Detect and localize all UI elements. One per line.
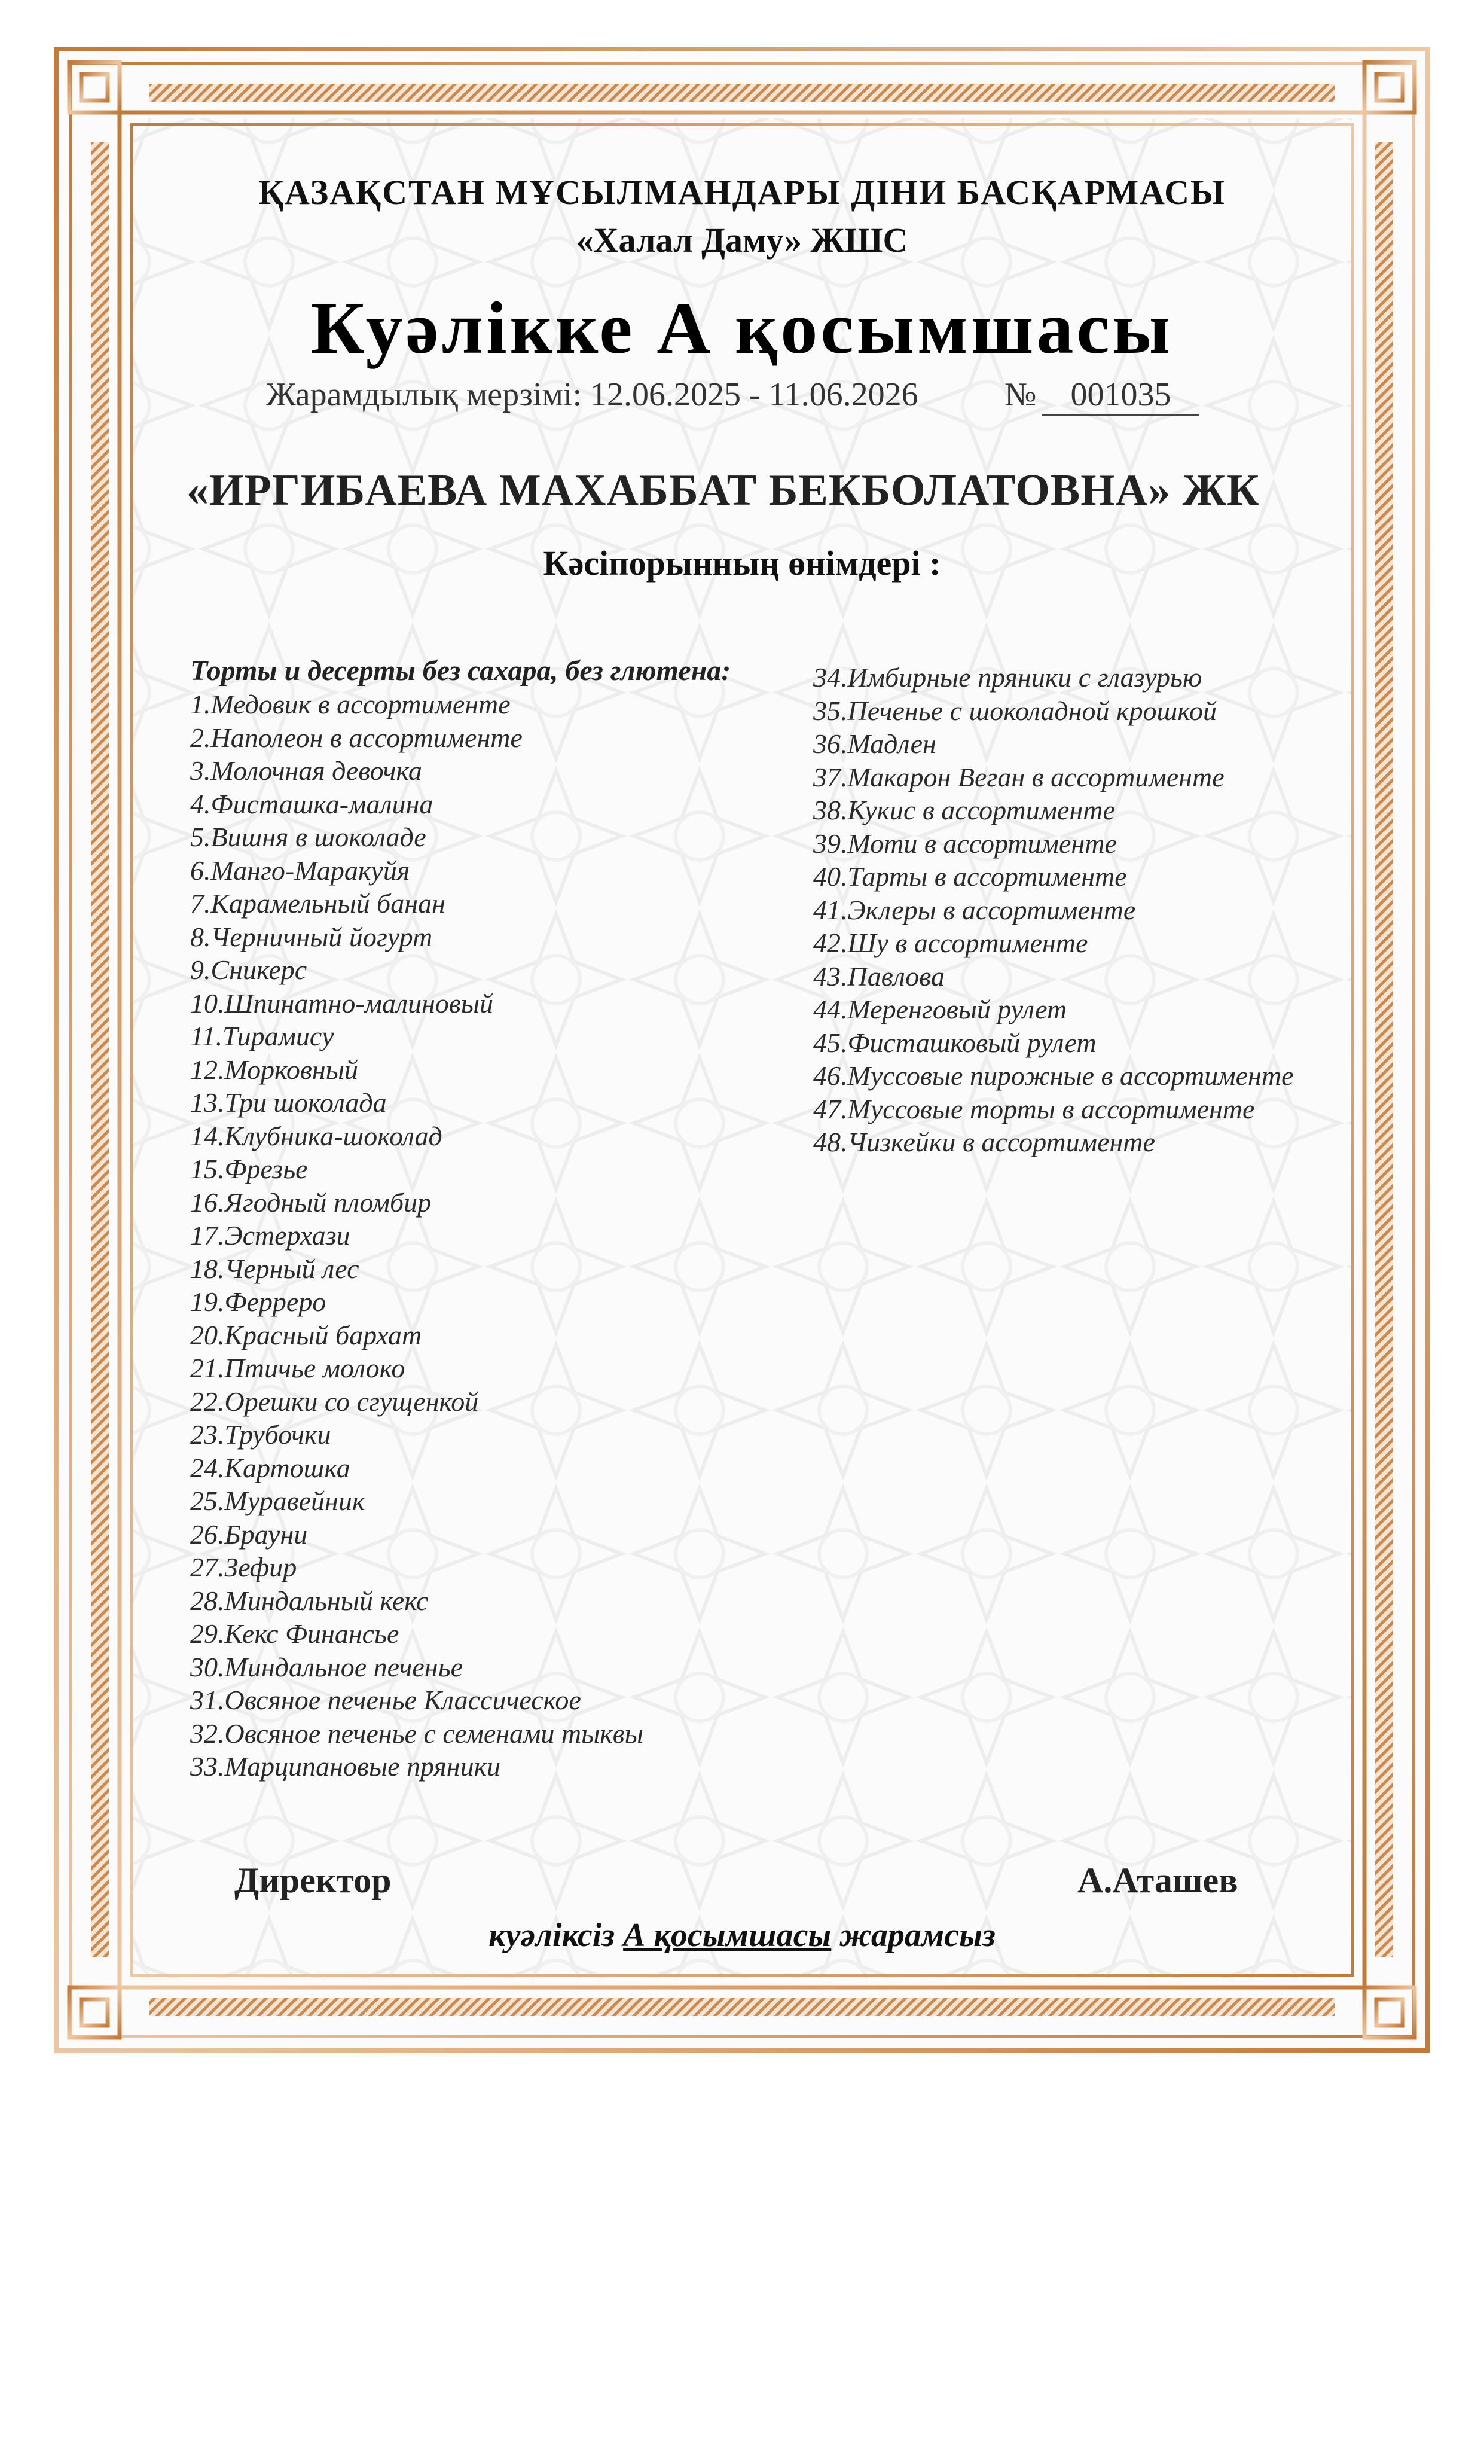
list-item: 12.Морковный — [190, 1054, 358, 1085]
list-item: 20.Красный бархат — [190, 1319, 422, 1350]
certificate — [54, 47, 1430, 2053]
list-item: 30.Миндальное печенье — [190, 1651, 463, 1682]
holder-name: «ИРГИБАЕВА МАХАББАТ БЕКБОЛАТОВНА» ЖК — [187, 466, 1260, 515]
list-item: 29.Кекс Финансье — [190, 1618, 399, 1649]
list-item: 46.Муссовые пирожные в ассортименте — [813, 1060, 1294, 1091]
list-item: 19.Ферреро — [190, 1286, 326, 1317]
list-item: 34.Имбирные пряники с глазурью — [813, 662, 1202, 693]
list-item: 13.Три шоколада — [190, 1087, 387, 1118]
note-part-3: жарамсыз — [831, 1917, 996, 1954]
list-item: 17.Эстерхази — [190, 1220, 350, 1251]
note-part-1: куәліксіз — [488, 1917, 624, 1954]
list-item: 28.Миндальный кекс — [190, 1585, 429, 1616]
list-item: 47.Муссовые торты в ассортименте — [813, 1093, 1255, 1124]
document-title: Куәлікке А қосымшасы — [310, 287, 1174, 369]
list-item: 41.Эклеры в ассортименте — [813, 894, 1136, 925]
list-item: 43.Павлова — [813, 960, 945, 992]
list-item: 8.Черничный йогурт — [190, 921, 433, 952]
list-item: 48.Чизкейки в ассортименте — [813, 1127, 1155, 1157]
list-item: 16.Ягодный пломбир — [190, 1187, 432, 1218]
number-sign: № — [1004, 376, 1037, 413]
list-item: 1.Медовик в ассортименте — [190, 689, 511, 719]
list-item: 21.Птичье молоко — [190, 1353, 405, 1383]
product-list-right — [813, 661, 1387, 1159]
validity-note — [54, 1916, 1430, 1954]
list-item: 39.Моти в ассортименте — [813, 828, 1117, 859]
list-item: 15.Фрезье — [190, 1154, 308, 1184]
list-item: 24.Картошка — [190, 1452, 350, 1483]
director-label: Директор — [234, 1861, 392, 1900]
issuer-company: «Халал Даму» ЖШС — [576, 221, 908, 260]
list-item: 45.Фисташковый рулет — [813, 1027, 1097, 1058]
list-item: 31.Овсяное печенье Классическое — [190, 1685, 581, 1715]
list-item: 26.Брауни — [190, 1518, 308, 1550]
list-item: 14.Клубника-шоколад — [190, 1120, 442, 1151]
product-category: Торты и десерты без сахара, без глютена: — [190, 655, 731, 687]
list-item: 44.Меренговый рулет — [813, 994, 1067, 1024]
list-item: 9.Сникерс — [190, 955, 307, 985]
certificate-content — [54, 47, 1430, 2053]
list-item: 27.Зефир — [190, 1552, 297, 1582]
products-heading: Кәсіпорынның өнімдері : — [543, 544, 941, 583]
product-list-left — [190, 654, 788, 1783]
list-item: 18.Черный лес — [190, 1253, 359, 1284]
list-item: 7.Карамельный банан — [190, 888, 445, 919]
list-item: 25.Муравейник — [190, 1486, 365, 1516]
list-item: 4.Фисташка-малина — [190, 788, 433, 819]
list-item: 23.Трубочки — [190, 1419, 331, 1450]
list-item: 11.Тирамису — [190, 1021, 334, 1051]
list-item: 38.Кукис в ассортименте — [813, 795, 1115, 825]
list-item: 37.Макарон Веган в ассортименте — [813, 761, 1225, 792]
list-item: 10.Шпинатно-малиновый — [190, 987, 494, 1018]
list-item: 3.Молочная девочка — [190, 755, 422, 786]
number-value: 001035 — [1042, 376, 1199, 416]
validity-period: Жарамдылық мерзімі: 12.06.2025 - 11.06.2026 — [266, 376, 918, 413]
list-item: 35.Печенье с шоколадной крошкой — [813, 695, 1217, 726]
list-item: 42.Шу в ассортименте — [813, 928, 1088, 958]
note-part-2: А қосымшасы — [623, 1917, 832, 1954]
list-item: 5.Вишня в шоколаде — [190, 822, 426, 852]
signer-name: А.Аташев — [1077, 1861, 1238, 1900]
list-item: 32.Овсяное печенье с семенами тыквы — [190, 1718, 643, 1749]
list-item: 33.Марципановые пряники — [190, 1751, 501, 1782]
list-item: 36.Мадлен — [813, 728, 936, 759]
list-item: 22.Орешки со сгущенкой — [190, 1386, 479, 1417]
list-item: 40.Тарты в ассортименте — [813, 861, 1127, 892]
organization-name: ҚАЗАҚСТАН МҰСЫЛМАНДАРЫ ДІНИ БАСҚАРМАСЫ — [258, 173, 1226, 212]
list-item: 6.Манго-Маракуйя — [190, 855, 410, 886]
list-item: 2.Наполеон в ассортименте — [190, 722, 523, 753]
certificate-number — [1004, 376, 1199, 416]
